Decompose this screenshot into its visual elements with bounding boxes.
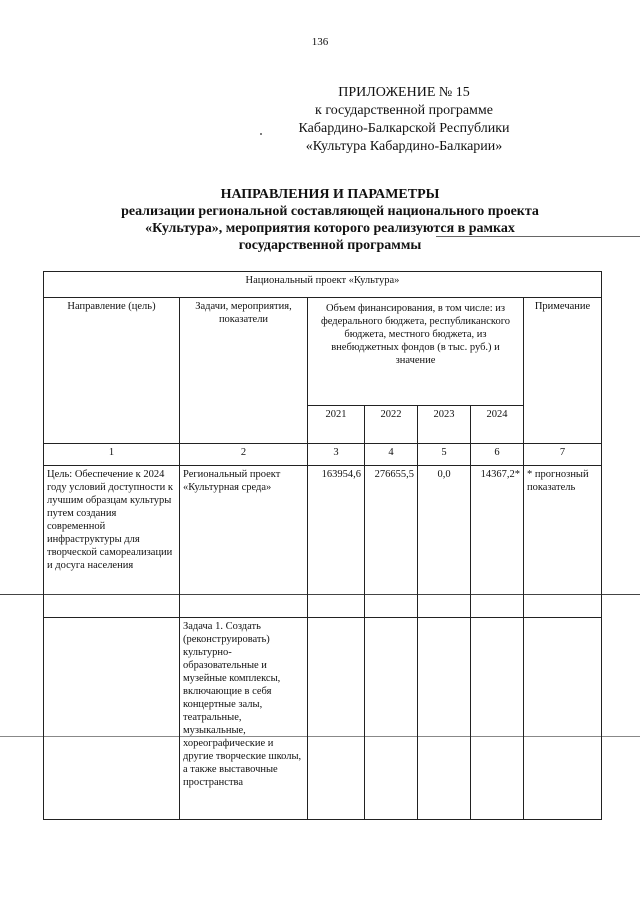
value-2023: 0,0 — [418, 466, 471, 618]
parameters-table — [43, 271, 602, 820]
empty-cell — [418, 618, 471, 820]
year-2022: 2022 — [365, 406, 418, 444]
national-project-header: Национальный проект «Культура» — [44, 272, 602, 298]
col-number-6: 6 — [471, 444, 524, 466]
header-tasks: Задачи, мероприятия, показатели — [180, 298, 308, 444]
header-direction: Направление (цель) — [44, 298, 180, 444]
year-2023: 2023 — [418, 406, 471, 444]
empty-cell — [524, 618, 602, 820]
year-2021: 2021 — [308, 406, 365, 444]
col-number-3: 3 — [308, 444, 365, 466]
title-line-2: реализации региональной составляющей национального проекта — [121, 204, 539, 219]
appendix-line-4: «Культура Кабардино-Балкарии» — [305, 139, 503, 154]
empty-cell — [365, 618, 418, 820]
col-number-7: 7 — [524, 444, 602, 466]
empty-direction-cell — [44, 618, 180, 820]
title-line-4: государственной программы — [238, 238, 422, 253]
document-title — [60, 186, 600, 254]
value-2021: 163954,6 — [308, 466, 365, 618]
col-number-5: 5 — [418, 444, 471, 466]
note-cell: * прогнозный показатель — [524, 466, 602, 618]
year-2024: 2024 — [471, 406, 524, 444]
header-funding: Объем финансирования, в том числе: из федерального бюджета, республиканского бюджета, местного бюджета, из внебюджетных фондов (в тыс. руб.) и значение — [308, 298, 524, 406]
appendix-line-1: ПРИЛОЖЕНИЕ № 15 — [338, 85, 470, 100]
scan-artifact-line — [436, 236, 640, 237]
empty-cell — [308, 618, 365, 820]
value-2024: 14367,2* — [471, 466, 524, 618]
appendix-header — [254, 84, 554, 156]
col-number-2: 2 — [180, 444, 308, 466]
appendix-line-3: Кабардино-Балкарской Республики — [298, 121, 510, 136]
value-2022: 276655,5 — [365, 466, 418, 618]
task-1-cell: Задача 1. Создать (реконструировать) культурно-образовательные и музейные комплексы, включающие в себя концертные залы, театральные, музыкальные, хореографические и другие творческие школы, а также выставочные пространства — [180, 618, 308, 820]
regional-project-cell: Региональный проект «Культурная среда» — [180, 466, 308, 618]
empty-cell — [471, 618, 524, 820]
title-line-3: «Культура», мероприятия которого реализуются в рамках — [145, 221, 515, 236]
title-line-1: НАПРАВЛЕНИЯ И ПАРАМЕТРЫ — [220, 187, 440, 202]
scan-speck — [260, 133, 262, 135]
header-note: Примечание — [524, 298, 602, 444]
page-number: 136 — [311, 36, 329, 48]
col-number-4: 4 — [365, 444, 418, 466]
goal-cell: Цель: Обеспечение к 2024 году условий доступности к лучшим образцам культуры путем создания современной инфраструктуры для творческой самореализации и досуга населения — [44, 466, 180, 618]
col-number-1: 1 — [44, 444, 180, 466]
appendix-line-2: к государственной программе — [315, 103, 493, 118]
